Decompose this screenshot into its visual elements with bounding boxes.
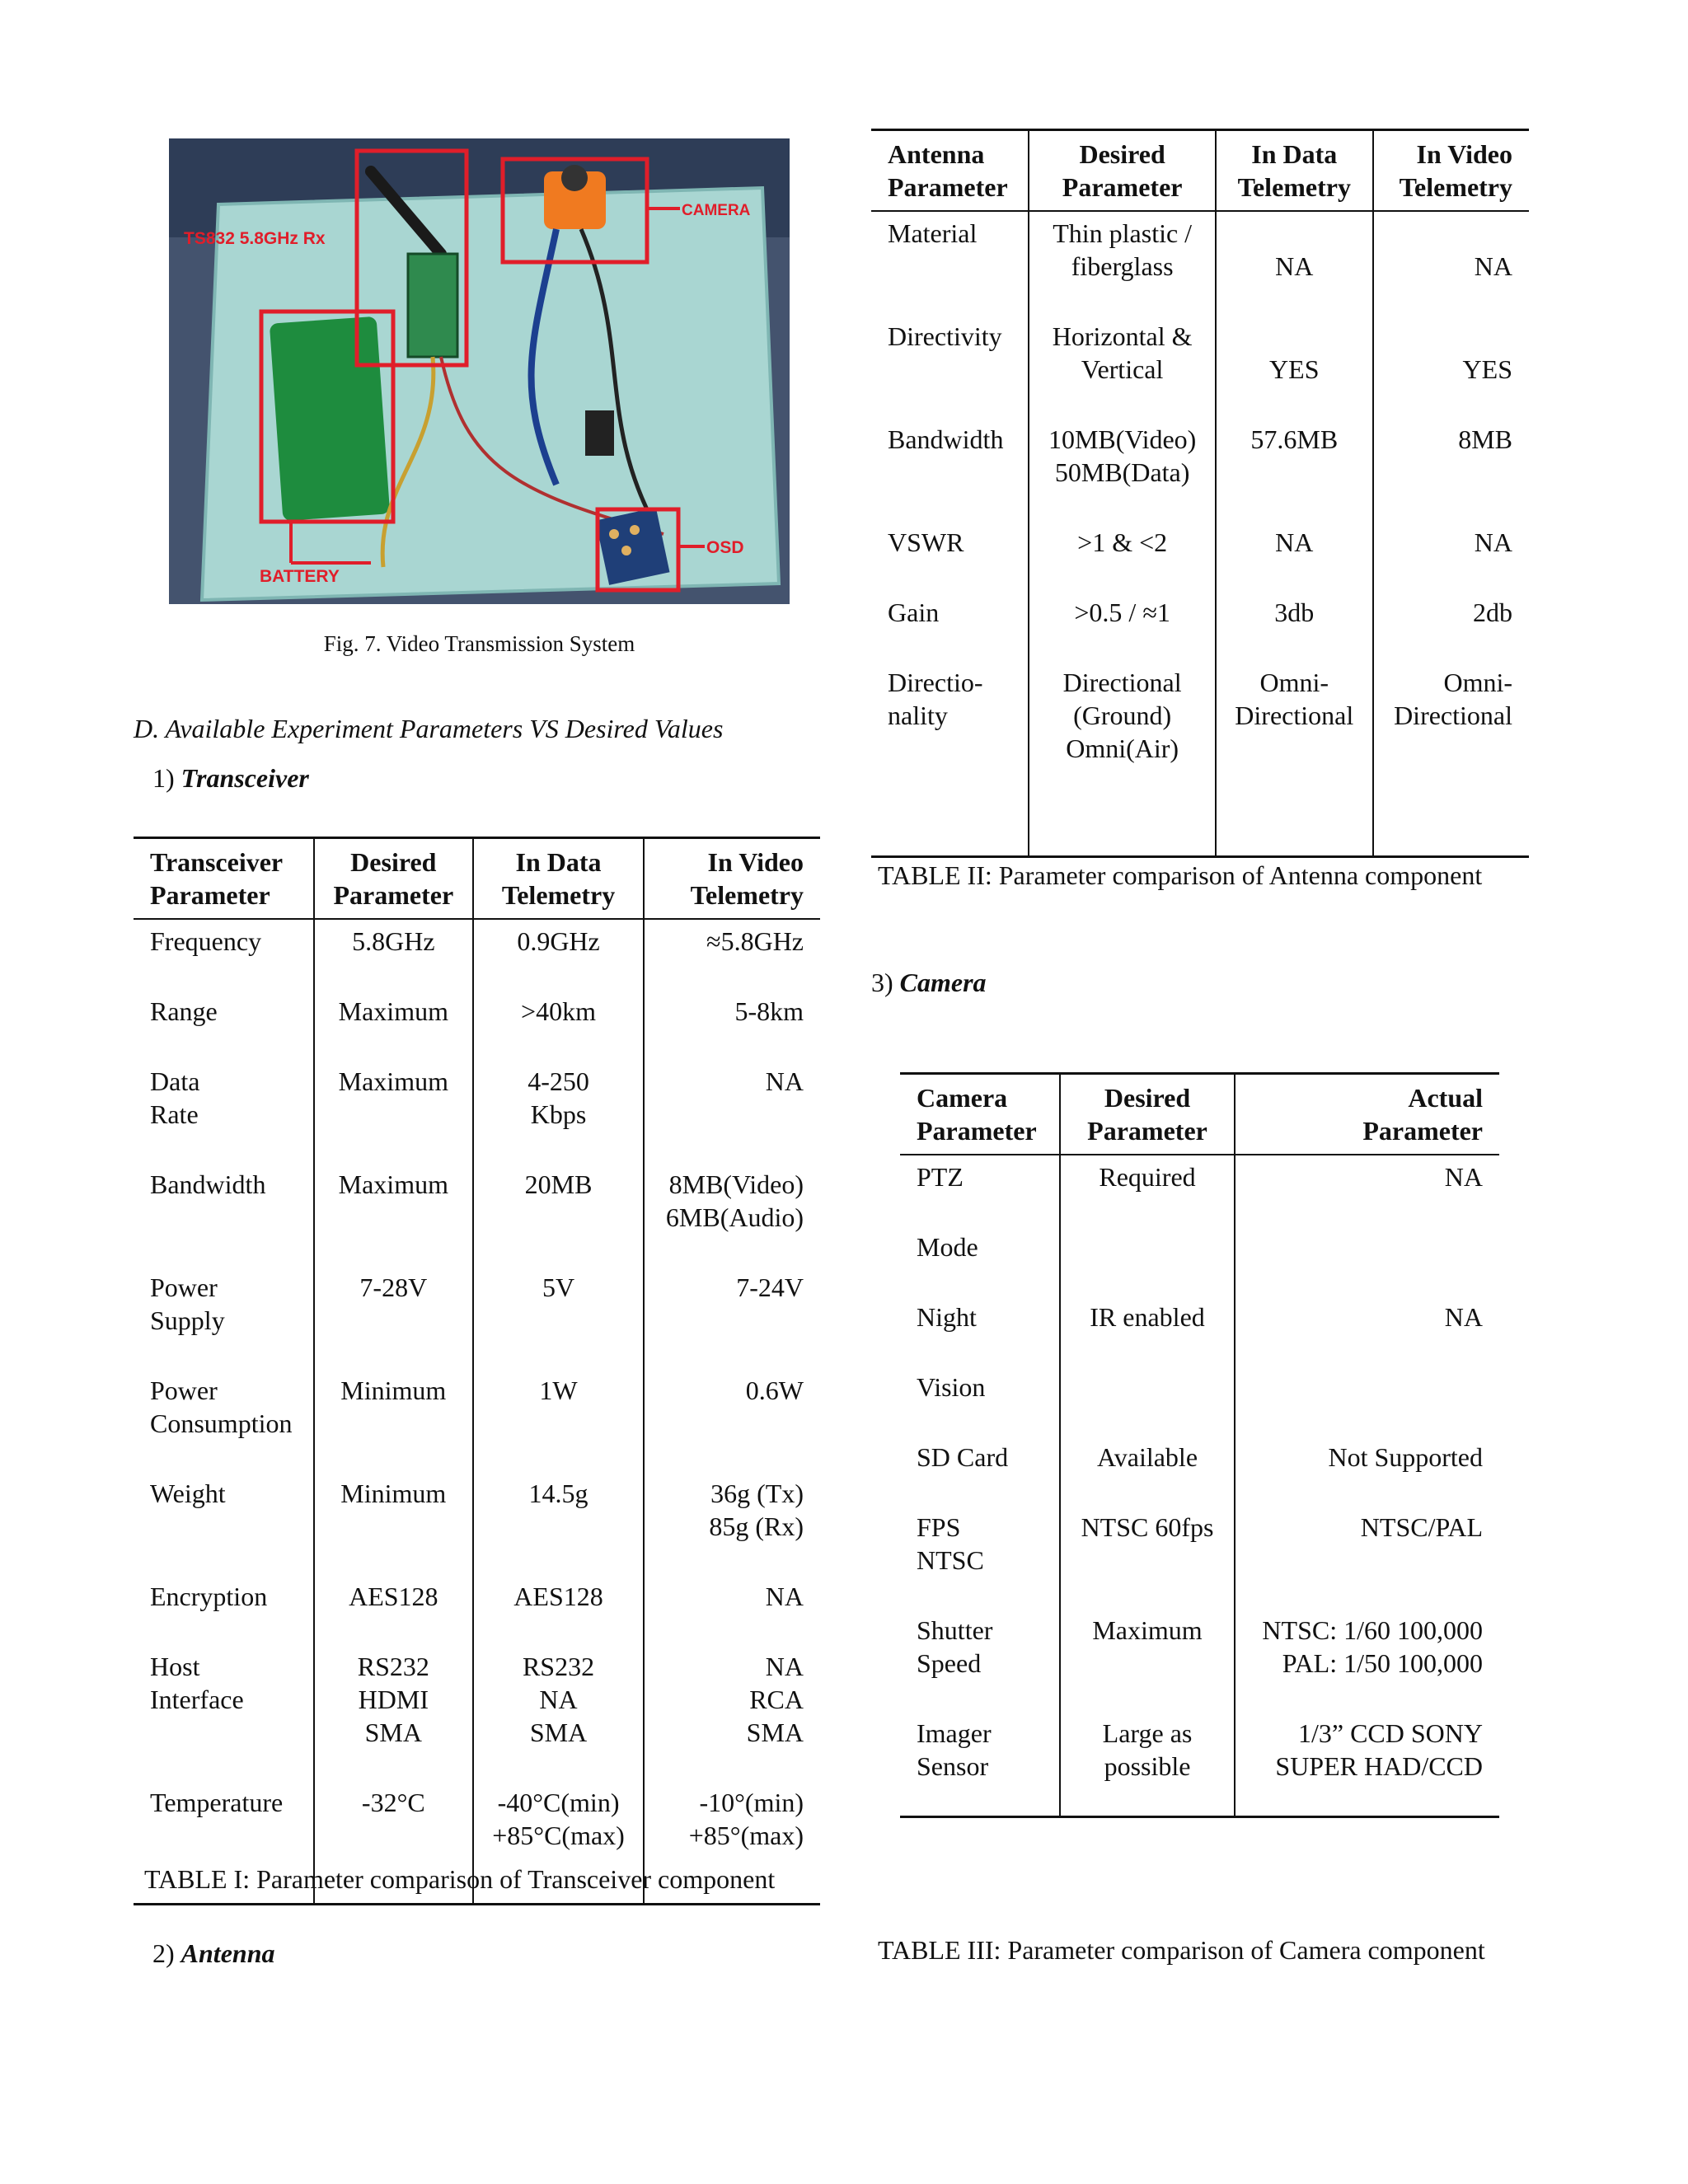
antenna-cell-line: Omni(Air) [1066,733,1179,763]
antenna-cell [871,315,1029,418]
transceiver-cell [134,990,314,1060]
camera-cell [900,1506,1060,1609]
transceiver-header-0 [134,838,314,920]
transceiver-cell [134,1575,314,1645]
transceiver-cell-line: -40°C(min) [497,1788,620,1817]
antenna-header-line: Telemetry [1399,172,1512,202]
camera-cell-line: NA [1444,1302,1483,1332]
camera-cell-line: Night [917,1302,977,1332]
transceiver-cell-line: 6MB(Audio) [665,1202,804,1232]
antenna-cell-line: >0.5 / ≈1 [1074,598,1170,627]
transceiver-header-line: In Data [515,847,602,877]
transceiver-cell-line: Encryption [150,1582,268,1611]
antenna-cell [1373,315,1529,418]
camera-cell-line: PTZ [917,1162,964,1192]
antenna-cell [1216,521,1372,591]
camera-cell-line: FPS [917,1512,961,1542]
camera-cell-line: Speed [917,1648,982,1678]
camera-cell-line: Mode [917,1232,978,1262]
transceiver-cell-line: AES128 [349,1582,438,1611]
transceiver-heading-num: 1) [152,763,175,793]
antenna-cell [1216,315,1372,418]
antenna-cell-line: Vertical [1081,354,1164,384]
transceiver-cell-line: NA [765,1066,804,1096]
antenna-cell [1029,521,1216,591]
transceiver-cell-line: -32°C [361,1788,425,1817]
camera-header-line: Camera [917,1083,1008,1113]
transceiver-heading-title: Transceiver [181,763,309,793]
camera-cell-line: Maximum [1092,1615,1203,1645]
transceiver-cell [134,919,314,990]
camera-cell-line: 1/3” CCD SONY [1297,1718,1483,1748]
transceiver-cell [314,990,473,1060]
transceiver-cell [134,1060,314,1163]
transceiver-cell [473,1369,645,1472]
transceiver-header-1 [314,838,473,920]
antenna-cell [871,418,1029,521]
camera-cell [1060,1155,1234,1226]
antenna-cell-line: Material [888,218,978,248]
transceiver-cell-line: NA [765,1582,804,1611]
transceiver-cell [314,1645,473,1781]
transceiver-cell-line: Minimum [340,1376,447,1405]
table-row [871,591,1529,661]
camera-header-line: Actual [1408,1083,1483,1113]
transceiver-cell-line: Consumption [150,1408,293,1438]
table-row [900,1155,1499,1226]
transceiver-header-line: Desired [350,847,437,877]
transceiver-cell [644,1163,820,1266]
table-row [134,1266,820,1369]
table-row [134,1645,820,1781]
table-row [134,919,820,990]
antenna-header-line: Telemetry [1237,172,1351,202]
table-row [900,1436,1499,1506]
camera-heading [871,968,987,998]
antenna-table [871,129,1529,858]
transceiver-cell [644,1575,820,1645]
antenna-cell [1029,661,1216,857]
table-row [900,1609,1499,1712]
transceiver-cell-line: NA [765,1652,804,1681]
antenna-cell [1216,661,1372,857]
camera-cell-line: NTSC [917,1545,984,1575]
table-row [871,418,1529,521]
camera-cell-line: Large as [1102,1718,1193,1748]
transceiver-cell [473,1163,645,1266]
transceiver-cell [473,990,645,1060]
camera-cell-line [1252,1230,1483,1263]
transceiver-cell-line: 14.5g [528,1479,588,1508]
antenna-header-line: In Video [1416,139,1512,169]
transceiver-cell-line: AES128 [513,1582,603,1611]
camera-cell-line: possible [1104,1751,1191,1781]
photo-illustration [169,138,790,604]
antenna-cell-line: 2db [1473,598,1512,627]
transceiver-cell-line: Bandwidth [150,1169,266,1199]
camera-cell-line [1252,1371,1483,1404]
transceiver-cell [644,1266,820,1369]
transceiver-cell-line: Minimum [340,1479,447,1508]
antenna-cell-line: YES [1462,354,1512,384]
antenna-header-0 [871,130,1029,212]
camera-cell-line: NTSC: 1/60 100,000 [1262,1615,1483,1645]
transceiver-header-line: Telemetry [501,880,616,910]
camera-cell [900,1226,1060,1296]
transceiver-header-line: In Video [707,847,804,877]
transceiver-cell [314,919,473,990]
camera-header-0 [900,1074,1060,1155]
table-row [900,1712,1499,1817]
antenna-cell-line: 8MB [1458,424,1512,454]
transceiver-cell-line: Maximum [338,1169,448,1199]
transceiver-cell [644,1369,820,1472]
antenna-cell-line: VSWR [888,527,964,557]
transceiver-cell [314,1060,473,1163]
transceiver-cell-line: 0.6W [745,1376,804,1405]
transceiver-cell-line: 36g (Tx) [710,1479,804,1508]
transceiver-header-3 [644,838,820,920]
camera-cell [1235,1712,1499,1817]
transceiver-cell-line: Power [150,1376,218,1405]
camera-cell-line: SD Card [917,1442,1009,1472]
transceiver-cell-line: 8MB(Video) [668,1169,804,1199]
transceiver-cell-line: Weight [150,1479,226,1508]
transceiver-cell [473,1266,645,1369]
transceiver-cell [134,1472,314,1575]
camera-cell [1060,1436,1234,1506]
transceiver-cell-line: SMA [746,1718,804,1747]
transceiver-header-line: Parameter [150,880,270,910]
camera-cell-line [1077,1371,1217,1404]
transceiver-cell-line: -10°(min) [699,1788,804,1817]
antenna-header-line: Desired [1079,139,1165,169]
figure-caption: Fig. 7. Video Transmission System [323,631,635,656]
table-row [871,315,1529,418]
table-row [134,1472,820,1575]
photo-label-battery: BATTERY [260,567,340,586]
transceiver-cell-line: 4-250 [528,1066,589,1096]
camera-cell-line: Sensor [917,1751,989,1781]
antenna-cell [1029,591,1216,661]
antenna-cell [1373,591,1529,661]
table-row [900,1296,1499,1366]
camera-cell [1060,1296,1234,1366]
transceiver-header-line: Transceiver [150,847,284,877]
camera-table-caption: TABLE III: Parameter comparison of Camera component [878,1935,1485,1965]
camera-header-line: Parameter [917,1116,1037,1146]
antenna-cell-line: NA [1474,251,1512,281]
antenna-cell [871,591,1029,661]
transceiver-cell-line: RS232 [522,1652,595,1681]
camera-cell [1060,1366,1234,1436]
transceiver-cell [644,919,820,990]
antenna-cell-line: 50MB(Data) [1054,457,1190,487]
transceiver-cell-line: Power [150,1272,218,1302]
table-row [134,1060,820,1163]
antenna-cell-line: Gain [888,598,940,627]
transceiver-cell-line: Maximum [338,1066,448,1096]
camera-cell [1235,1436,1499,1506]
transceiver-cell [473,1060,645,1163]
transceiver-cell-line: 7-28V [359,1272,428,1302]
camera-cell [1060,1712,1234,1817]
antenna-cell-line [1233,320,1355,353]
camera-cell [900,1436,1060,1506]
antenna-heading-title: Antenna [181,1938,275,1968]
antenna-cell [1029,211,1216,315]
antenna-cell [1373,521,1529,591]
transceiver-cell [134,1369,314,1472]
transceiver-cell-line: SMA [529,1718,588,1747]
transceiver-cell [644,1472,820,1575]
table-row [900,1366,1499,1436]
transceiver-cell [473,1575,645,1645]
camera-cell [1235,1506,1499,1609]
table-row [134,990,820,1060]
camera-header-2 [1235,1074,1499,1155]
photo-label-osd: OSD [706,538,744,557]
camera-cell-line: Required [1099,1162,1196,1192]
transceiver-cell-line: Host [150,1652,200,1681]
camera-header-line: Parameter [1087,1116,1207,1146]
transceiver-cell-line: 7-24V [736,1272,804,1302]
antenna-cell-line: 57.6MB [1250,424,1339,454]
camera-cell [900,1609,1060,1712]
antenna-cell-line: 3db [1274,598,1315,627]
transceiver-cell-line: +85°C(max) [492,1821,625,1850]
antenna-cell [871,661,1029,857]
camera-cell [900,1155,1060,1226]
camera-cell [1060,1506,1234,1609]
camera-cell-line: NTSC/PAL [1360,1512,1483,1542]
antenna-cell-line: Directivity [888,321,1002,351]
table-row [871,661,1529,857]
camera-cell [1060,1609,1234,1712]
antenna-table-caption: TABLE II: Parameter comparison of Antenna component [878,860,1483,890]
camera-cell [1235,1609,1499,1712]
antenna-header-3 [1373,130,1529,212]
camera-cell-line: IR enabled [1090,1302,1205,1332]
antenna-cell-line: >1 & <2 [1077,527,1168,557]
table-row [900,1506,1499,1609]
antenna-header-line: Parameter [1062,172,1183,202]
antenna-cell [1216,211,1372,315]
table-row [134,1575,820,1645]
transceiver-cell-line: RCA [749,1685,804,1714]
transceiver-cell-line: 20MB [524,1169,593,1199]
antenna-cell [871,521,1029,591]
camera-cell [1235,1296,1499,1366]
transceiver-cell-line: RS232 [357,1652,429,1681]
transceiver-cell-line: 5-8km [734,996,804,1026]
camera-cell-line: Available [1097,1442,1198,1472]
camera-header-line: Desired [1104,1083,1191,1113]
antenna-header-1 [1029,130,1216,212]
camera-cell [900,1296,1060,1366]
camera-cell [1235,1155,1499,1226]
camera-cell [1235,1366,1499,1436]
transceiver-cell-line: Range [150,996,218,1026]
transceiver-cell [644,1645,820,1781]
transceiver-table [134,837,820,1905]
camera-cell-line: NTSC 60fps [1081,1512,1214,1542]
transceiver-cell-line: Maximum [338,996,448,1026]
transceiver-cell [473,1472,645,1575]
camera-cell-line: PAL: 1/50 100,000 [1282,1648,1483,1678]
transceiver-cell-line: >40km [521,996,596,1026]
transceiver-cell [314,1575,473,1645]
antenna-cell [871,211,1029,315]
antenna-cell-line: NA [1275,527,1314,557]
camera-cell-line [1077,1230,1217,1263]
transceiver-cell [644,990,820,1060]
antenna-cell-line: NA [1275,251,1314,281]
antenna-cell [1029,315,1216,418]
antenna-cell-line: Directional [1235,701,1354,730]
antenna-cell [1216,591,1372,661]
camera-table [900,1072,1499,1818]
camera-cell-line: Vision [917,1372,986,1402]
antenna-header-2 [1216,130,1372,212]
antenna-cell [1029,418,1216,521]
table-row [871,521,1529,591]
transceiver-cell-line: Kbps [530,1099,587,1129]
transceiver-cell [644,1060,820,1163]
transceiver-cell-line: ≈5.8GHz [706,926,804,956]
section-heading: D. Available Experiment Parameters VS Desired Values [134,714,724,743]
antenna-cell-line: Horizontal & [1052,321,1193,351]
antenna-header-line: Antenna [888,139,985,169]
transceiver-cell [134,1645,314,1781]
transceiver-cell [314,1163,473,1266]
camera-cell-line: SUPER HAD/CCD [1275,1751,1483,1781]
antenna-cell-line [1233,217,1355,250]
transceiver-cell-line: 5V [542,1272,575,1302]
antenna-heading-num: 2) [152,1938,175,1968]
transceiver-cell-line: Supply [150,1305,225,1335]
antenna-cell-line [1390,217,1512,250]
antenna-cell [1373,661,1529,857]
camera-heading-num: 3) [871,968,893,997]
transceiver-heading [152,763,309,794]
antenna-cell-line: Bandwidth [888,424,1004,454]
camera-header-line: Parameter [1362,1116,1483,1146]
antenna-cell-line: Directional [1394,701,1512,730]
video-transmission-photo [169,138,790,604]
transceiver-cell-line: +85°(max) [688,1821,804,1850]
transceiver-cell [473,919,645,990]
transceiver-cell [314,1266,473,1369]
antenna-cell [1216,418,1372,521]
transceiver-cell-line: Interface [150,1685,244,1714]
camera-cell [900,1366,1060,1436]
transceiver-cell-line: Rate [150,1099,199,1129]
transceiver-cell [473,1645,645,1781]
table-row [900,1226,1499,1296]
camera-cell [900,1712,1060,1817]
antenna-heading [152,1938,274,1969]
table-row [871,211,1529,315]
antenna-cell-line: Thin plastic / [1053,218,1193,248]
transceiver-cell-line: Frequency [150,926,262,956]
antenna-cell-line: nality [888,701,948,730]
antenna-cell-line: Omni- [1259,668,1329,697]
camera-cell [1060,1226,1234,1296]
antenna-cell-line: YES [1269,354,1320,384]
transceiver-table-caption: TABLE I: Parameter comparison of Transceiver component [144,1864,776,1894]
camera-heading-title: Camera [899,968,987,997]
transceiver-cell-line: 85g (Rx) [709,1511,804,1541]
table-row [134,1163,820,1266]
antenna-cell-line: (Ground) [1073,701,1172,730]
transceiver-cell-line: 0.9GHz [517,926,600,956]
camera-header-1 [1060,1074,1234,1155]
antenna-cell-line: 10MB(Video) [1048,424,1197,454]
transceiver-cell [314,1369,473,1472]
transceiver-cell-line: 5.8GHz [352,926,435,956]
transceiver-cell-line: Temperature [150,1788,284,1817]
transceiver-cell-line: Data [150,1066,200,1096]
transceiver-cell-line: HDMI [358,1685,429,1714]
antenna-header-line: In Data [1251,139,1338,169]
antenna-cell-line: Omni- [1443,668,1512,697]
table-row [134,1369,820,1472]
antenna-cell-line: fiberglass [1071,251,1174,281]
transceiver-cell-line: NA [539,1685,578,1714]
camera-cell-line: Not Supported [1328,1442,1483,1472]
transceiver-cell [134,1266,314,1369]
antenna-cell-line [1390,320,1512,353]
transceiver-cell-line: 1W [539,1376,578,1405]
antenna-cell-line: NA [1474,527,1512,557]
antenna-cell [1373,211,1529,315]
transceiver-header-line: Parameter [333,880,454,910]
transceiver-header-line: Telemetry [690,880,804,910]
transceiver-cell [314,1472,473,1575]
camera-cell-line: NA [1444,1162,1483,1192]
transceiver-cell [134,1163,314,1266]
camera-cell-line: Imager [917,1718,992,1748]
camera-cell [1235,1226,1499,1296]
antenna-header-line: Parameter [888,172,1008,202]
antenna-cell [1373,418,1529,521]
camera-cell-line: Shutter [917,1615,993,1645]
transceiver-cell-line: SMA [364,1718,422,1747]
photo-label-rx: TS832 5.8GHz Rx [184,229,326,248]
transceiver-header-2 [473,838,645,920]
photo-label-camera: CAMERA [682,202,751,219]
antenna-cell-line: Directio- [888,668,983,697]
antenna-cell-line: Directional [1062,668,1182,697]
